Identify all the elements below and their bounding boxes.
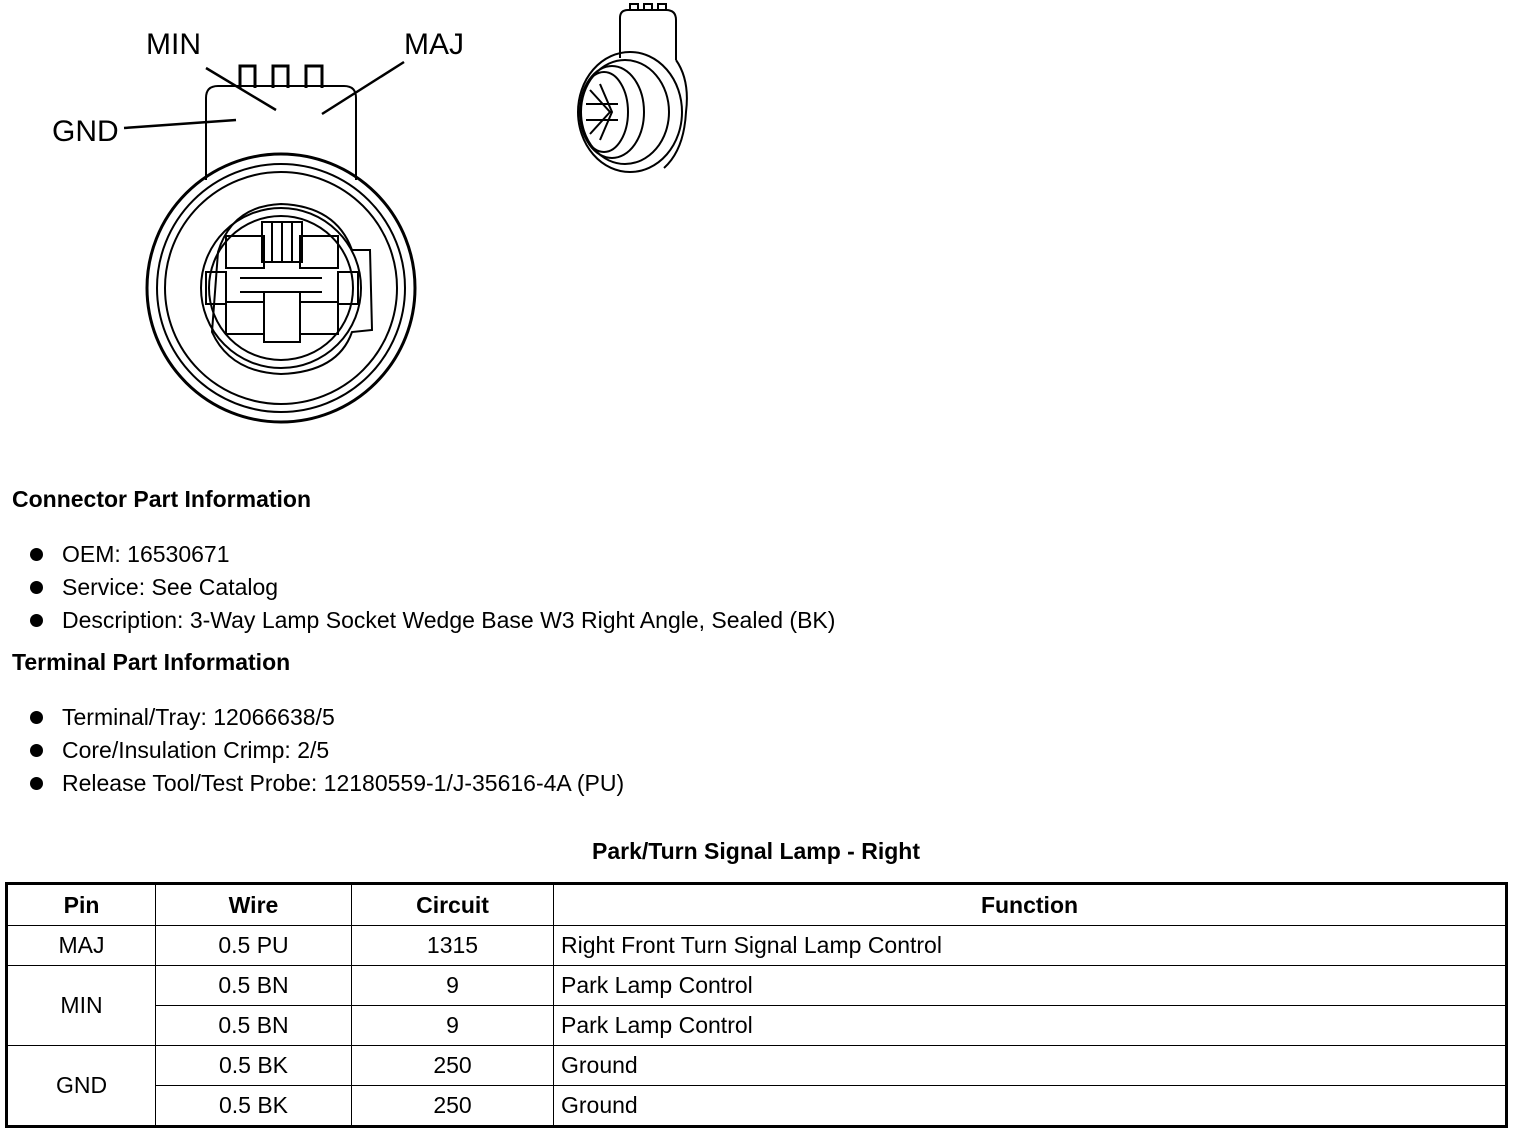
circuit-cell: 250 (352, 1046, 554, 1086)
list-item (28, 604, 835, 637)
column-header-pin: Pin (7, 884, 156, 926)
column-header-circuit: Circuit (352, 884, 554, 926)
list-item-text: Release Tool/Test Probe: 12180559-1/J-35616-4A (PU) (62, 770, 625, 796)
connector-info-list (28, 538, 835, 637)
circuit-cell: 250 (352, 1086, 554, 1127)
list-item (28, 538, 835, 571)
bullet-icon (30, 777, 43, 790)
column-header-function: Function (554, 884, 1507, 926)
pinout-table (5, 882, 1508, 1128)
bullet-icon (30, 581, 43, 594)
list-item (28, 701, 624, 734)
pin-cell: GND (7, 1046, 156, 1127)
table-title: Park/Turn Signal Lamp - Right (592, 838, 920, 864)
circuit-cell: 9 (352, 1006, 554, 1046)
function-cell: Ground (554, 1046, 1507, 1086)
list-item-text: Core/Insulation Crimp: 2/5 (62, 737, 330, 763)
table-row (7, 1046, 1507, 1086)
function-cell: Park Lamp Control (554, 966, 1507, 1006)
socket-perspective-view (578, 4, 687, 172)
function-cell: Right Front Turn Signal Lamp Control (554, 926, 1507, 966)
table-row (7, 966, 1507, 1006)
wire-cell: 0.5 BK (156, 1046, 352, 1086)
function-cell: Park Lamp Control (554, 1006, 1507, 1046)
bullet-icon (30, 548, 43, 561)
table-row (7, 926, 1507, 966)
table-row (7, 1006, 1507, 1046)
table-row (7, 1086, 1507, 1127)
wire-cell: 0.5 PU (156, 926, 352, 966)
pin-cell: MAJ (7, 926, 156, 966)
list-item-text: Description: 3-Way Lamp Socket Wedge Base W3 Right Angle, Sealed (BK) (62, 607, 836, 633)
list-item-text: Terminal/Tray: 12066638/5 (62, 704, 335, 730)
bullet-icon (30, 614, 43, 627)
column-header-wire: Wire (156, 884, 352, 926)
wire-cell: 0.5 BK (156, 1086, 352, 1127)
connector-face-drawing (0, 0, 760, 440)
terminal-info-heading: Terminal Part Information (12, 649, 291, 675)
connector-info-heading: Connector Part Information (12, 486, 312, 512)
maj-pin-label: MAJ (404, 28, 464, 61)
table-header-row (7, 884, 1507, 926)
list-item (28, 734, 624, 767)
wire-cell: 0.5 BN (156, 1006, 352, 1046)
circuit-cell: 1315 (352, 926, 554, 966)
pin-cell: MIN (7, 966, 156, 1046)
function-cell: Ground (554, 1086, 1507, 1127)
connector-diagram (0, 0, 760, 440)
bullet-icon (30, 744, 43, 757)
wire-cell: 0.5 BN (156, 966, 352, 1006)
circuit-cell: 9 (352, 966, 554, 1006)
list-item-text: Service: See Catalog (62, 574, 279, 600)
gnd-pin-label: GND (52, 115, 119, 148)
list-item (28, 767, 624, 800)
list-item-text: OEM: 16530671 (62, 541, 230, 567)
bullet-icon (30, 711, 43, 724)
terminal-info-list (28, 701, 624, 800)
list-item (28, 571, 835, 604)
min-pin-label: MIN (146, 28, 201, 61)
